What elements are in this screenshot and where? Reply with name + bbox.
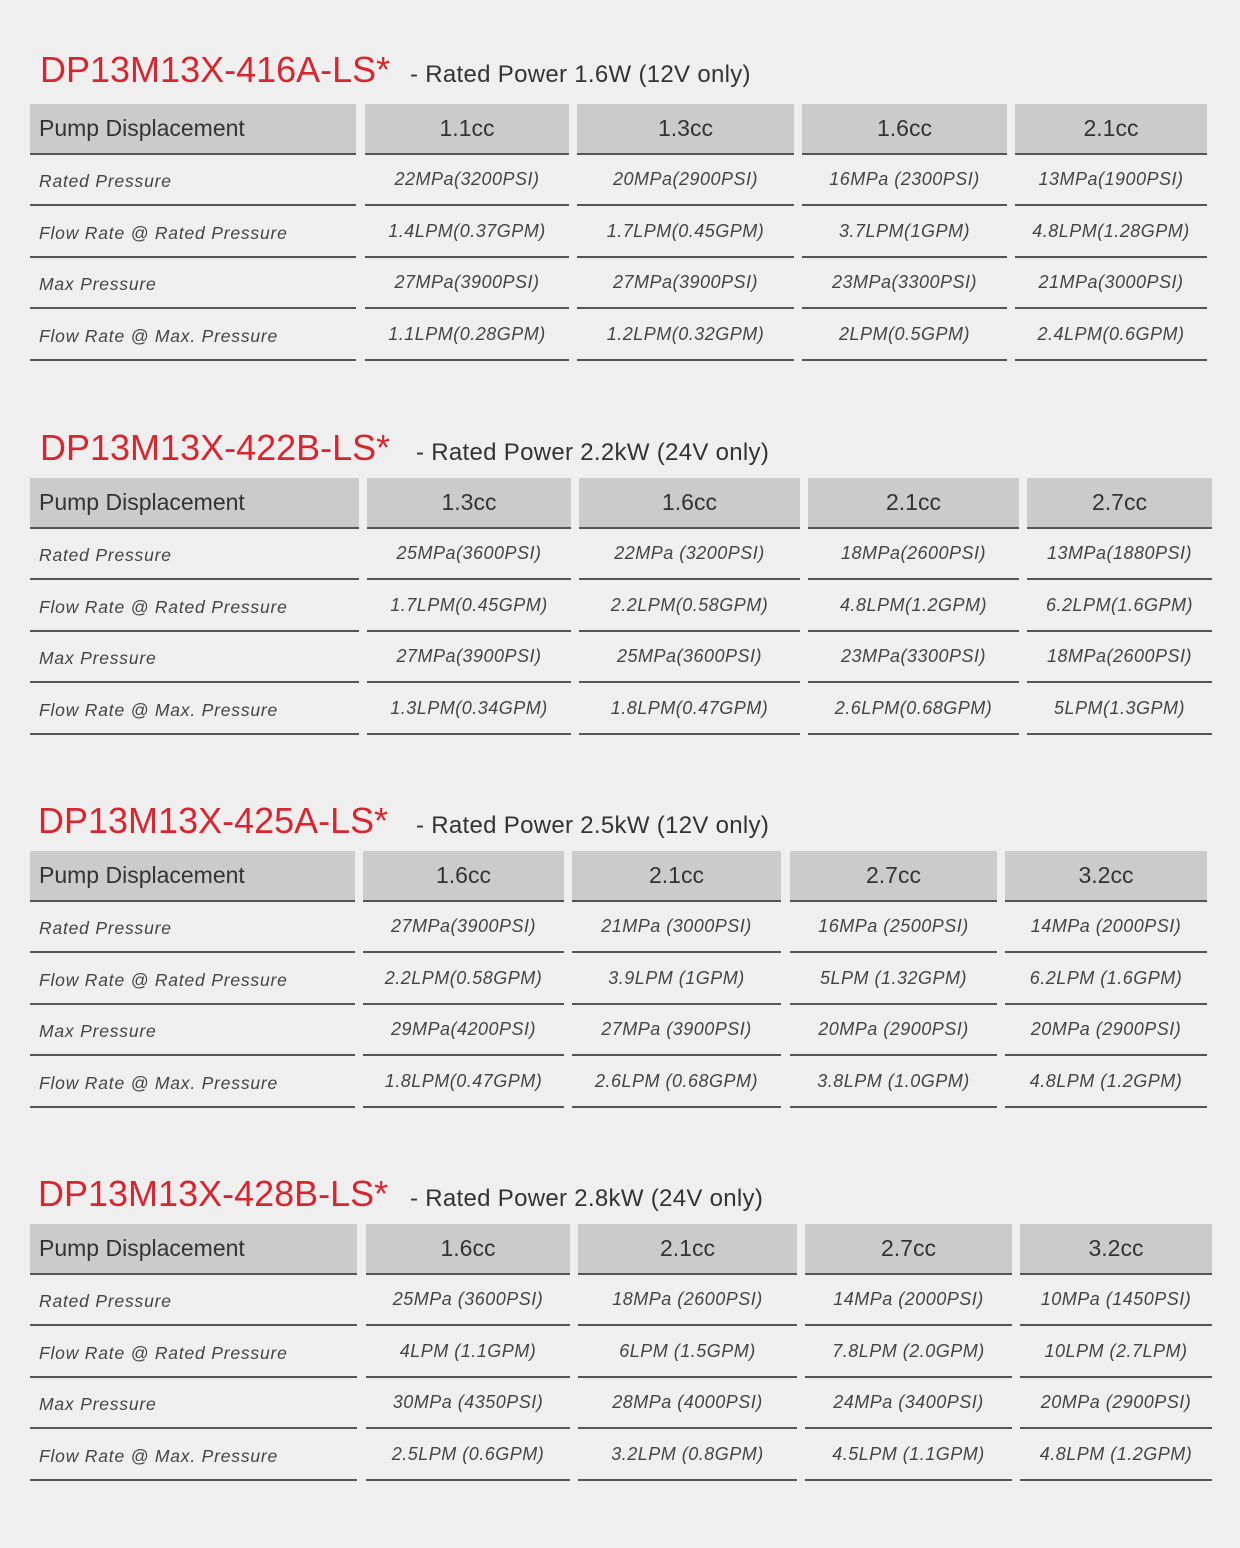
header-label: Pump Displacement (30, 104, 356, 155)
displacement-header: 2.1cc (578, 1224, 797, 1275)
table-cell: 5LPM (1.32GPM) (790, 954, 997, 1005)
table-cell: 27MPa(3900PSI) (577, 258, 794, 309)
row-label: Rated Pressure (30, 155, 356, 206)
row-label: Flow Rate @ Max. Pressure (30, 1057, 355, 1108)
displacement-header: 2.7cc (805, 1224, 1012, 1275)
table-cell: 3.9LPM (1GPM) (572, 954, 781, 1005)
table-cell: 5LPM(1.3GPM) (1027, 684, 1212, 735)
displacement-header: 2.7cc (790, 851, 997, 902)
row-label: Flow Rate @ Rated Pressure (30, 954, 355, 1005)
rated-power: - Rated Power 2.8kW (24V only) (410, 1185, 764, 1212)
model-name: DP13M13X-422B-LS* (40, 427, 391, 468)
header-label: Pump Displacement (30, 1224, 357, 1275)
table-cell: 10LPM (2.7LPM) (1020, 1327, 1212, 1378)
table-cell: 1.3LPM(0.34GPM) (367, 684, 571, 735)
displacement-header: 2.1cc (1015, 104, 1207, 155)
row-label: Flow Rate @ Max. Pressure (30, 1430, 357, 1481)
displacement-header: 1.6cc (366, 1224, 570, 1275)
table-cell: 18MPa(2600PSI) (1027, 632, 1212, 683)
model-name: DP13M13X-428B-LS* (38, 1173, 389, 1214)
displacement-header: 2.1cc (572, 851, 781, 902)
table-cell: 3.7LPM(1GPM) (802, 207, 1007, 258)
table-cell: 27MPa(3900PSI) (367, 632, 571, 683)
table-cell: 2LPM(0.5GPM) (802, 310, 1007, 361)
row-label: Max Pressure (30, 1378, 357, 1429)
table-cell: 23MPa(3300PSI) (808, 632, 1019, 683)
rated-power: - Rated Power 2.2kW (24V only) (416, 439, 770, 466)
spec-table (0, 801, 1240, 1121)
displacement-header: 2.7cc (1027, 478, 1212, 529)
table-cell: 4.8LPM(1.28GPM) (1015, 207, 1207, 258)
displacement-header: 1.6cc (363, 851, 564, 902)
table-cell: 2.6LPM (0.68GPM) (572, 1057, 781, 1108)
table-cell: 2.2LPM(0.58GPM) (579, 581, 800, 632)
table-cell: 27MPa (3900PSI) (572, 1005, 781, 1056)
table-cell: 1.1LPM(0.28GPM) (365, 310, 569, 361)
table-cell: 25MPa(3600PSI) (367, 529, 571, 580)
table-cell: 1.8LPM(0.47GPM) (579, 684, 800, 735)
table-cell: 4.5LPM (1.1GPM) (805, 1430, 1012, 1481)
table-cell: 1.4LPM(0.37GPM) (365, 207, 569, 258)
table-cell: 13MPa(1900PSI) (1015, 155, 1207, 206)
displacement-header: 3.2cc (1005, 851, 1207, 902)
table-cell: 27MPa(3900PSI) (363, 902, 564, 953)
table-cell: 20MPa (2900PSI) (1005, 1005, 1207, 1056)
table-cell: 28MPa (4000PSI) (578, 1378, 797, 1429)
table-cell: 2.5LPM (0.6GPM) (366, 1430, 570, 1481)
spec-table (0, 1174, 1240, 1494)
header-label: Pump Displacement (30, 478, 359, 529)
displacement-header: 1.1cc (365, 104, 569, 155)
model-name: DP13M13X-416A-LS* (40, 49, 391, 90)
spec-table (0, 428, 1240, 748)
table-cell: 25MPa(3600PSI) (579, 632, 800, 683)
table-cell: 24MPa (3400PSI) (805, 1378, 1012, 1429)
header-label: Pump Displacement (30, 851, 355, 902)
row-label: Flow Rate @ Max. Pressure (30, 684, 359, 735)
row-label: Rated Pressure (30, 529, 359, 580)
table-cell: 4.8LPM(1.2GPM) (808, 581, 1019, 632)
table-cell: 7.8LPM (2.0GPM) (805, 1327, 1012, 1378)
model-name: DP13M13X-425A-LS* (38, 800, 389, 841)
row-label: Rated Pressure (30, 902, 355, 953)
table-cell: 22MPa (3200PSI) (579, 529, 800, 580)
row-label: Flow Rate @ Max. Pressure (30, 310, 356, 361)
row-label: Max Pressure (30, 258, 356, 309)
table-cell: 23MPa(3300PSI) (802, 258, 1007, 309)
row-label: Flow Rate @ Rated Pressure (30, 207, 356, 258)
displacement-header: 3.2cc (1020, 1224, 1212, 1275)
table-cell: 20MPa (2900PSI) (1020, 1378, 1212, 1429)
displacement-header: 2.1cc (808, 478, 1019, 529)
table-cell: 2.2LPM(0.58GPM) (363, 954, 564, 1005)
table-cell: 29MPa(4200PSI) (363, 1005, 564, 1056)
spec-table (0, 50, 1240, 370)
table-cell: 1.8LPM(0.47GPM) (363, 1057, 564, 1108)
table-cell: 25MPa (3600PSI) (366, 1275, 570, 1326)
table-cell: 4.8LPM (1.2GPM) (1020, 1430, 1212, 1481)
table-cell: 30MPa (4350PSI) (366, 1378, 570, 1429)
table-cell: 1.7LPM(0.45GPM) (577, 207, 794, 258)
table-cell: 6.2LPM(1.6GPM) (1027, 581, 1212, 632)
table-cell: 3.2LPM (0.8GPM) (578, 1430, 797, 1481)
row-label: Flow Rate @ Rated Pressure (30, 1327, 357, 1378)
table-cell: 4LPM (1.1GPM) (366, 1327, 570, 1378)
table-cell: 14MPa (2000PSI) (805, 1275, 1012, 1326)
table-cell: 22MPa(3200PSI) (365, 155, 569, 206)
table-cell: 20MPa(2900PSI) (577, 155, 794, 206)
table-cell: 6.2LPM (1.6GPM) (1005, 954, 1207, 1005)
table-cell: 3.8LPM (1.0GPM) (790, 1057, 997, 1108)
rated-power: - Rated Power 1.6W (12V only) (410, 61, 751, 88)
table-cell: 10MPa (1450PSI) (1020, 1275, 1212, 1326)
displacement-header: 1.3cc (577, 104, 794, 155)
table-cell: 2.4LPM(0.6GPM) (1015, 310, 1207, 361)
table-cell: 16MPa (2300PSI) (802, 155, 1007, 206)
rated-power: - Rated Power 2.5kW (12V only) (416, 812, 770, 839)
table-cell: 18MPa (2600PSI) (578, 1275, 797, 1326)
table-cell: 6LPM (1.5GPM) (578, 1327, 797, 1378)
table-cell: 1.2LPM(0.32GPM) (577, 310, 794, 361)
table-cell: 21MPa (3000PSI) (572, 902, 781, 953)
row-label: Max Pressure (30, 632, 359, 683)
displacement-header: 1.6cc (579, 478, 800, 529)
table-cell: 21MPa(3000PSI) (1015, 258, 1207, 309)
table-cell: 16MPa (2500PSI) (790, 902, 997, 953)
table-cell: 14MPa (2000PSI) (1005, 902, 1207, 953)
table-cell: 2.6LPM(0.68GPM) (808, 684, 1019, 735)
table-cell: 1.7LPM(0.45GPM) (367, 581, 571, 632)
displacement-header: 1.6cc (802, 104, 1007, 155)
table-cell: 13MPa(1880PSI) (1027, 529, 1212, 580)
row-label: Max Pressure (30, 1005, 355, 1056)
table-cell: 4.8LPM (1.2GPM) (1005, 1057, 1207, 1108)
table-cell: 20MPa (2900PSI) (790, 1005, 997, 1056)
row-label: Rated Pressure (30, 1275, 357, 1326)
displacement-header: 1.3cc (367, 478, 571, 529)
table-cell: 27MPa(3900PSI) (365, 258, 569, 309)
row-label: Flow Rate @ Rated Pressure (30, 581, 359, 632)
table-cell: 18MPa(2600PSI) (808, 529, 1019, 580)
